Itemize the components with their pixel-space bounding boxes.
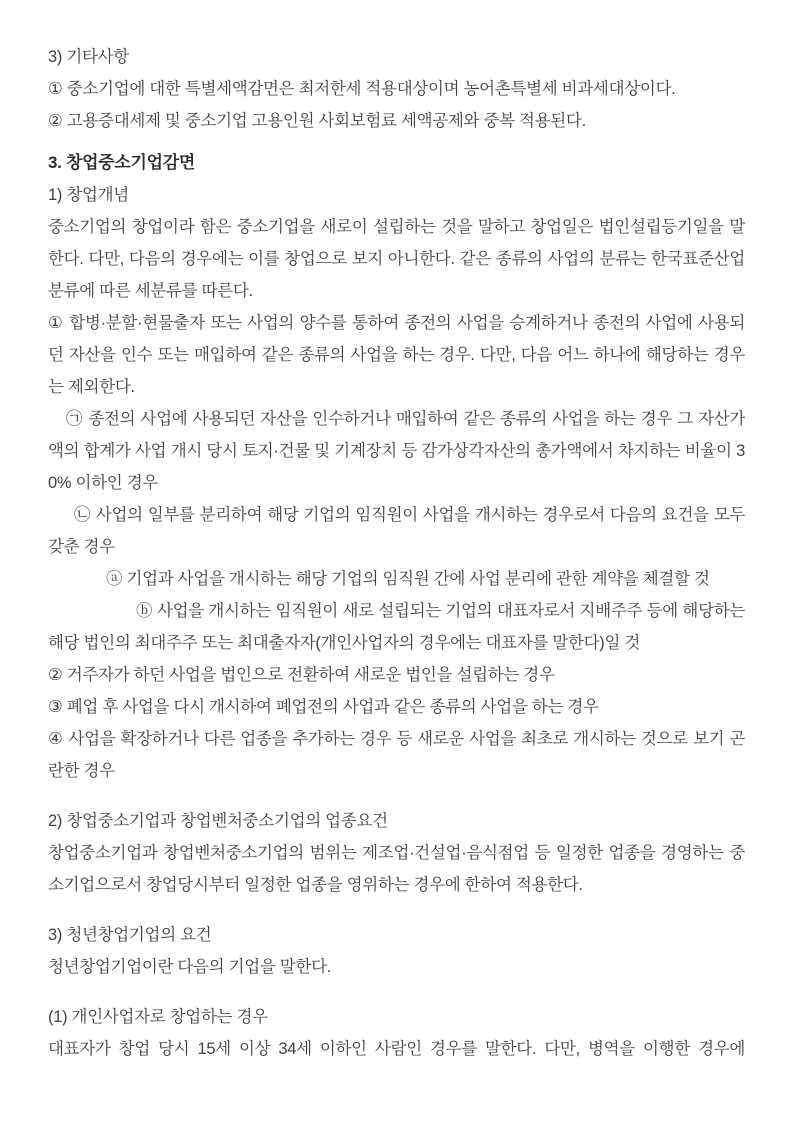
list-item: ③ 폐업 후 사업을 다시 개시하여 폐업전의 사업과 같은 종류의 사업을 하는 경우: [48, 698, 599, 716]
list-item: ② 고용증대세제 및 중소기업 고용인원 사회보험료 세액공제와 중복 적용된다.: [48, 112, 586, 130]
paragraph: 중소기업의 창업이라 함은 중소기업을 새로이 설립하는 것을 말하고 창업일은 법인설립등기일을 말한다. 다만, 다음의 경우에는 이를 창업으로 보지 아니한다. 같은 종류의 사업의 분류는 한국표준산업분류에 따른 세분류를 따른다.: [48, 218, 745, 300]
list-item: ② 거주자가 하던 사업을 법인으로 전환하여 새로운 법인을 설립하는 경우: [48, 666, 555, 684]
list-item: ④ 사업을 확장하거나 다른 업종을 추가하는 경우 등 새로운 사업을 최초로 개시하는 것으로 보기 곤란한 경우: [48, 730, 745, 780]
paragraph: 창업중소기업과 창업벤처중소기업의 범위는 제조업·건설업·음식점업 등 일정한 업종을 경영하는 중소기업으로서 창업당시부터 일정한 업종을 영위하는 경우에 한하여 적용한다.: [48, 844, 745, 894]
sub-list-item: ㉠ 종전의 사업에 사용되던 자산을 인수하거나 매입하여 같은 종류의 사업을 하는 경우 그 자산가액의 합계가 사업 개시 당시 토지·건물 및 기계장치 등 감가상각자산의 총가액에서 차지하는 비율이 30% 이하인 경우: [48, 410, 745, 492]
subsection-title: 3) 청년창업기업의 요건: [48, 926, 212, 944]
subsection-title: 1) 창업개념: [48, 186, 129, 204]
paragraph: 대표자가 창업 당시 15세 이상 34세 이하인 사람인 경우를 말한다. 다만, 병역을 이행한 경우에: [48, 1040, 745, 1058]
sub-sub-list-item: ⓐ 기업과 사업을 개시하는 해당 기업의 임직원 간에 사업 분리에 관한 계약을 체결할 것: [106, 570, 710, 588]
list-item: ① 합병·분할·현물출자 또는 사업의 양수를 통하여 종전의 사업을 승계하거나 종전의 사업에 사용되던 자산을 인수 또는 매입하여 같은 종류의 사업을 하는 경우. 다만, 다음 어느 하나에 해당하는 경우는 제외한다.: [48, 314, 745, 396]
paragraph: 청년창업기업이란 다음의 기업을 말한다.: [48, 958, 332, 976]
sub-list-item: ㉡ 사업의 일부를 분리하여 해당 기업의 임직원이 사업을 개시하는 경우로서 다음의 요건을 모두 갖춘 경우: [48, 506, 745, 556]
subsection-title: 2) 창업중소기업과 창업벤처중소기업의 업종요건: [48, 812, 388, 830]
document-body: [48, 41, 745, 1065]
subsection-title: (1) 개인사업자로 창업하는 경우: [48, 1008, 268, 1026]
section-title: 3. 창업중소기업감면: [48, 153, 195, 172]
subsection-title: 3) 기타사항: [48, 48, 129, 66]
sub-sub-list-item: ⓑ 사업을 개시하는 임직원이 새로 설립되는 기업의 대표자로서 지배주주 등에 해당하는 해당 법인의 최대주주 또는 최대출자자(개인사업자의 경우에는 대표자를 말한다)일 것: [48, 602, 745, 652]
list-item: ① 중소기업에 대한 특별세액감면은 최저한세 적용대상이며 농어촌특별세 비과세대상이다.: [48, 80, 676, 98]
